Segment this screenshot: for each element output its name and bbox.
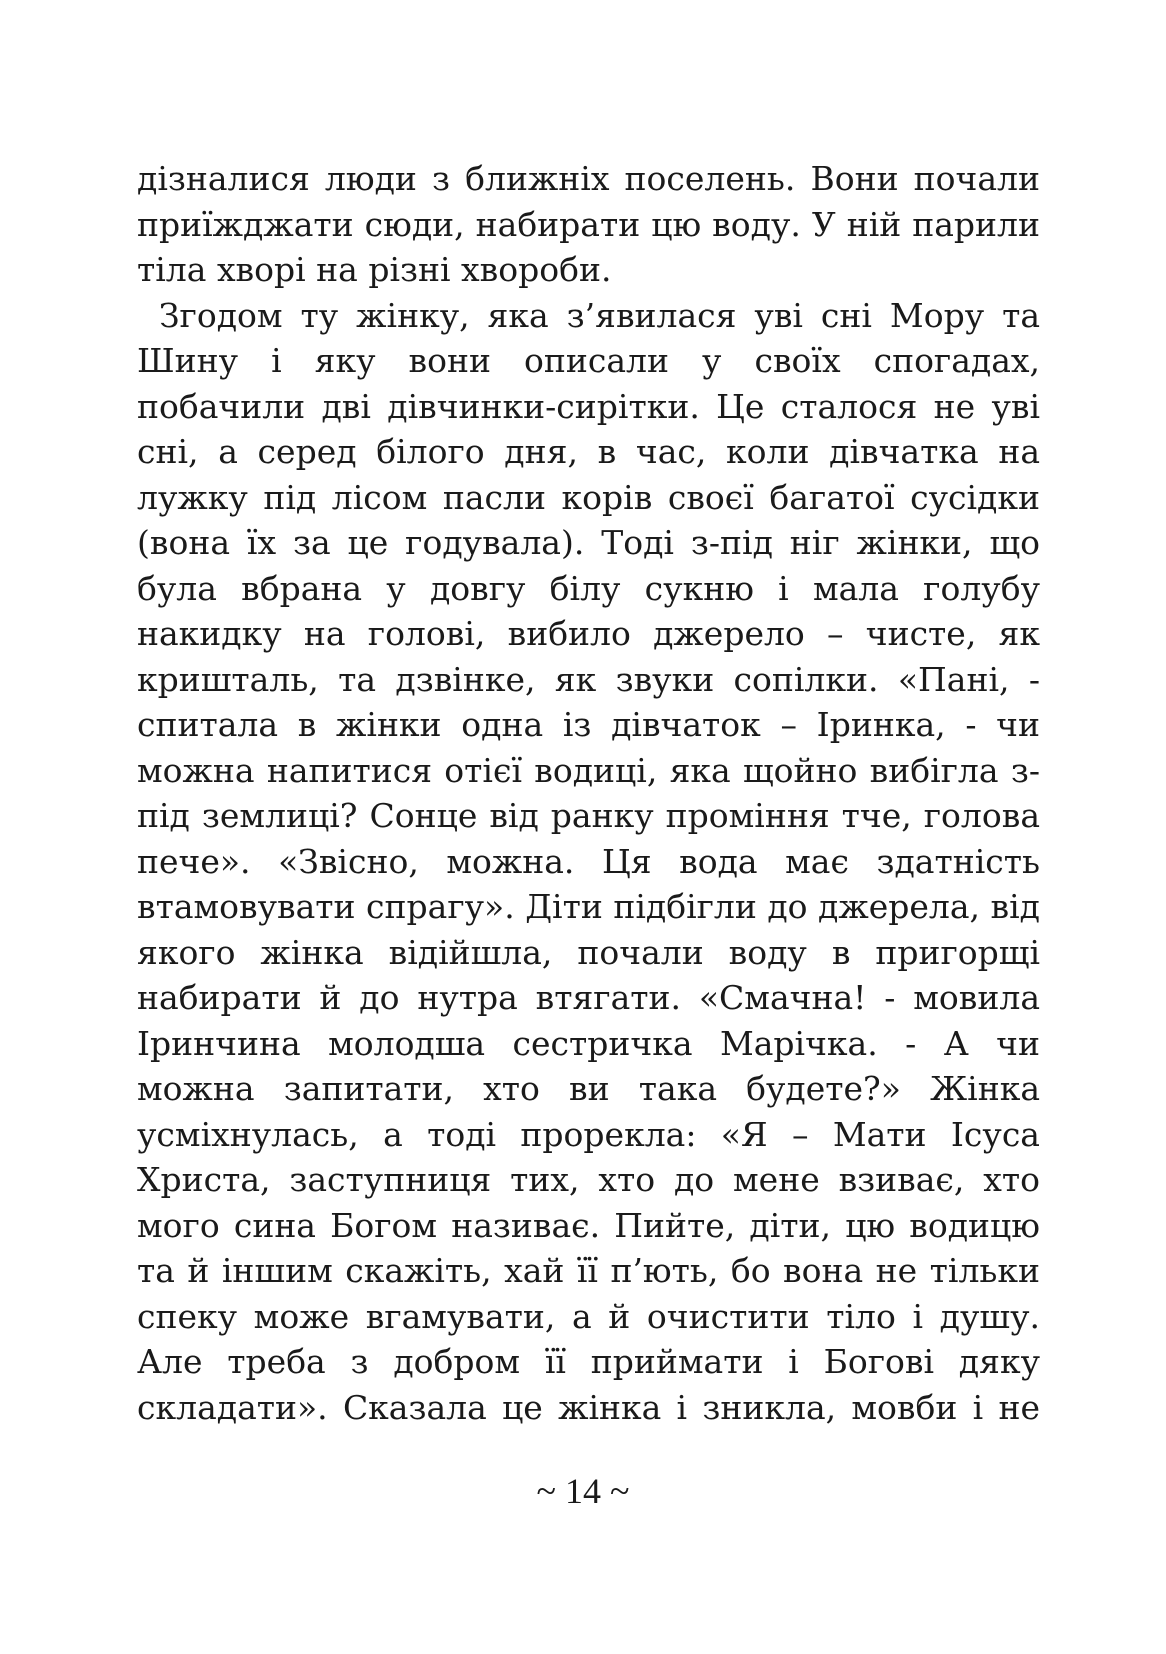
text-line: складати». Сказала це жінка і зникла, мовби і не <box>137 1387 1040 1427</box>
text-line: накидку на голові, вибило джерело – чисте, як <box>137 614 1040 653</box>
text-line: усміхнулась, а тоді прорекла: «Я – Мати Ісуса <box>137 1114 1040 1154</box>
text-line: можна напитися отієї водиці, яка щойно вибігла з- <box>137 750 1040 790</box>
paragraph-first-line: Згодом ту жінку, яка з’явилася уві сні Мору та <box>159 295 1040 335</box>
text-line: дізналися люди з ближніх поселень. Вони почали <box>137 159 1040 198</box>
text-line: тіла хворі на різні хвороби. <box>137 250 612 289</box>
text-line: під землиці? Сонце від ранку проміння тче, голова <box>137 796 1040 835</box>
text-line: та й іншим скажіть, хай її п’ють, бо вона не тільки <box>137 1251 1040 1290</box>
text-line: якого жінка відійшла, почали воду в пригорщі <box>137 932 1040 972</box>
text-line: Христа, заступниця тих, хто до мене взиває, хто <box>137 1160 1040 1199</box>
text-line: Іринчина молодша сестричка Марічка. - А чи <box>137 1023 1040 1063</box>
text-line: пече». «Звісно, можна. Ця вода має здатність <box>137 841 1040 881</box>
text-line: втамовувати спрагу». Діти підбігли до джерела, від <box>137 887 1040 926</box>
page-number: ~ 14 ~ <box>536 1471 630 1511</box>
text-line: була вбрана у довгу білу сукню і мала голубу <box>137 568 1040 608</box>
text-line: побачили дві дівчинки-сирітки. Це сталося не уві <box>137 386 1040 426</box>
text-line: кришталь, та дзвінке, як звуки сопілки. «Пані, - <box>137 659 1040 699</box>
text-line: спеку може вгамувати, а й очистити тіло і душу. <box>137 1296 1040 1336</box>
text-line: Шину і яку вони описали у своїх спогадах, <box>137 341 1040 380</box>
text-line: (вона їх за це годувала). Тоді з-під ніг жінки, що <box>137 523 1040 562</box>
text-line: можна запитати, хто ви така будете?» Жінка <box>137 1069 1040 1108</box>
text-line: мого сина Богом називає. Пийте, діти, цю водицю <box>137 1205 1040 1245</box>
text-line: приїжджати сюди, набирати цю воду. У ній парили <box>137 204 1040 244</box>
text-line: набирати й до нутра втягати. «Смачна! - мовила <box>137 978 1040 1017</box>
text-line: Але треба з добром її приймати і Богові дяку <box>137 1342 1040 1381</box>
text-line: спитала в жінки одна із дівчаток – Іринка, - чи <box>137 705 1040 744</box>
text-line: лужку під лісом пасли корів своєї багатої сусідки <box>137 477 1040 517</box>
text-line: сні, а серед білого дня, в час, коли дівчатка на <box>137 432 1040 471</box>
body-text <box>137 156 1040 1430</box>
